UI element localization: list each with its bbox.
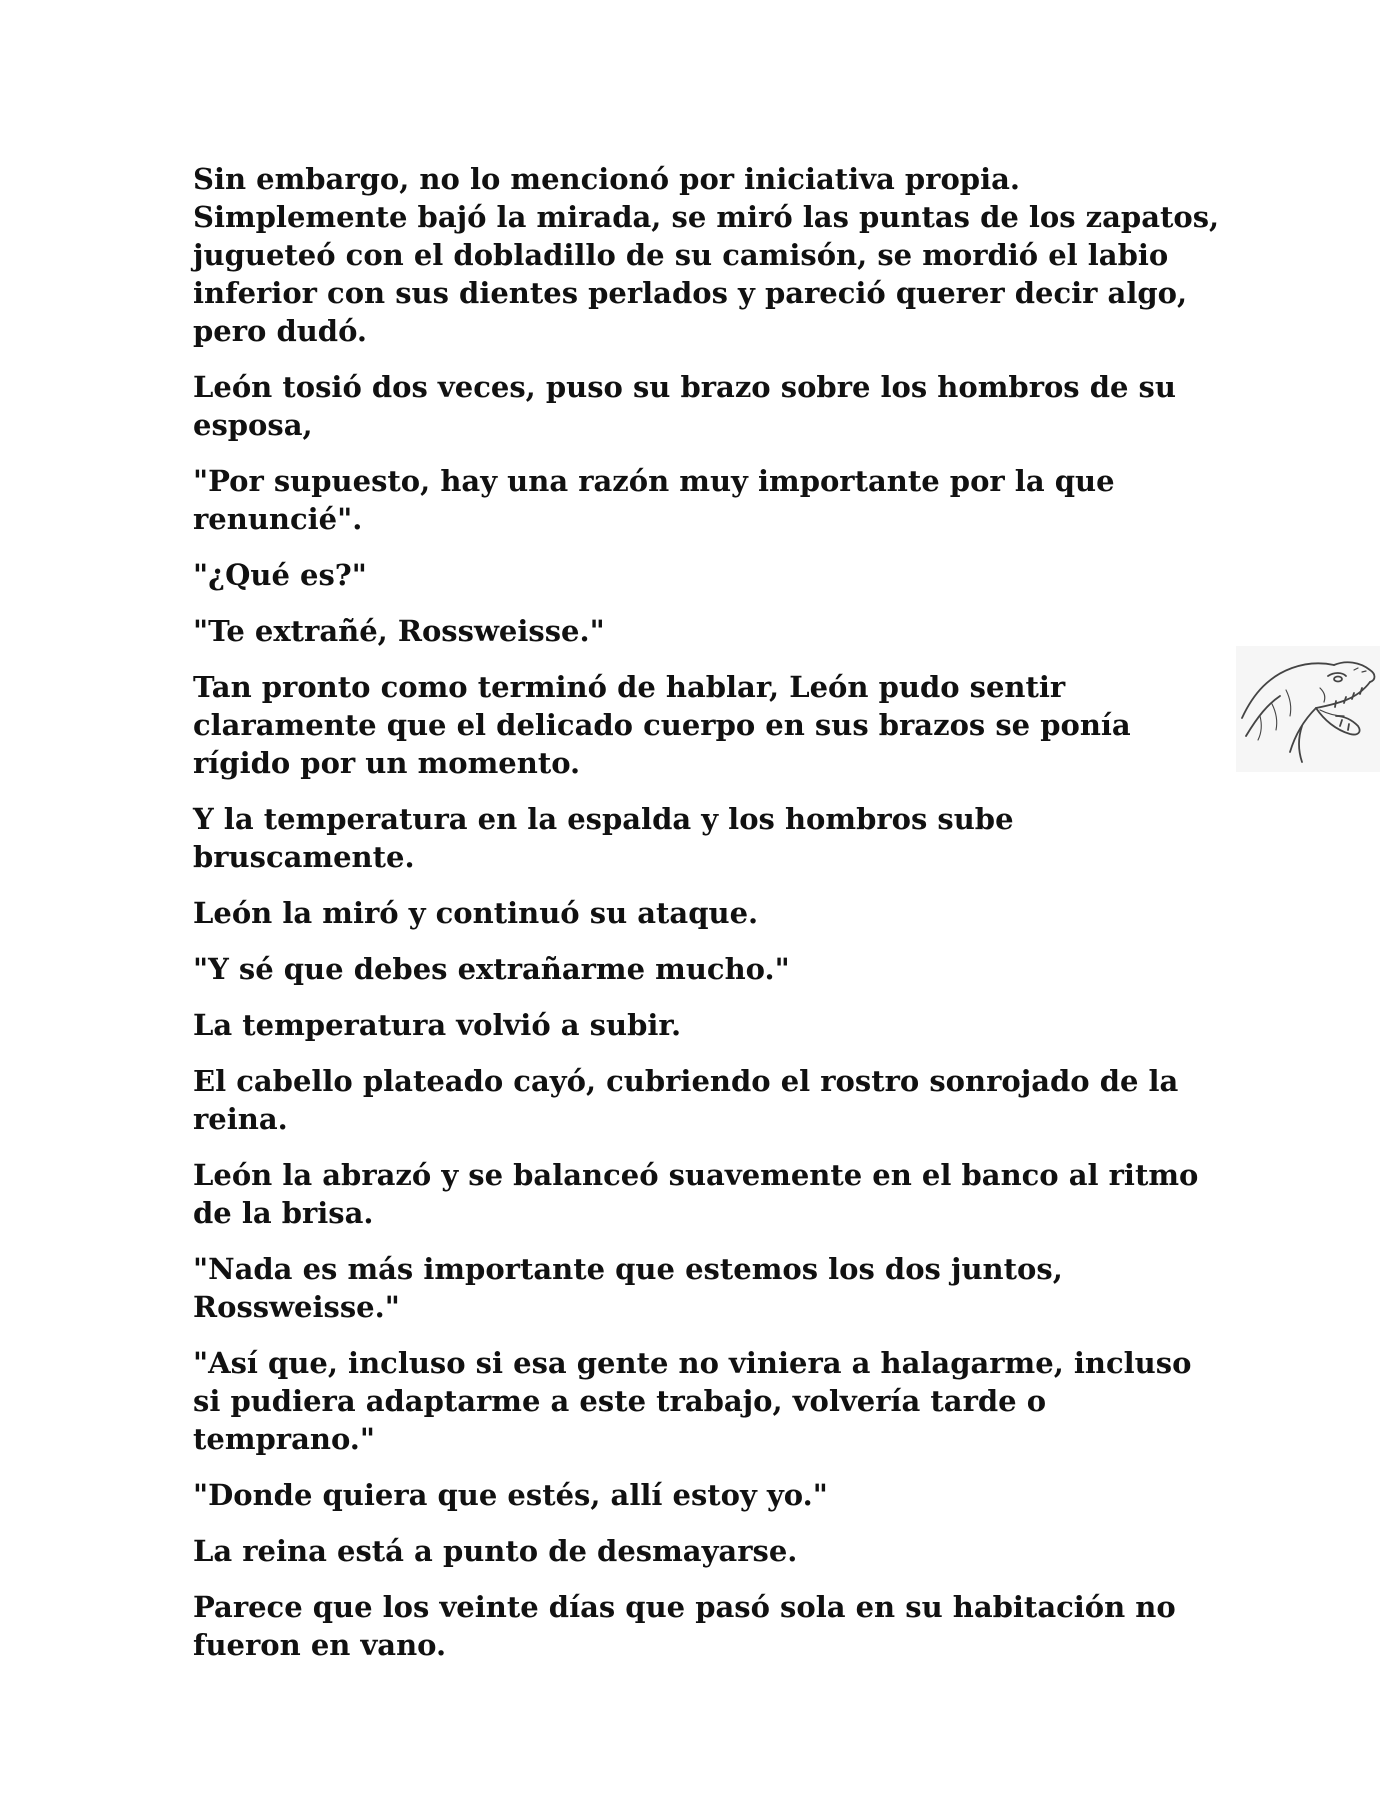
paragraph: León la miró y continuó su ataque. — [193, 896, 759, 930]
document-body — [193, 160, 1223, 1682]
paragraph: La reina está a punto de desmayarse. — [193, 1534, 798, 1568]
paragraph: "Por supuesto, hay una razón muy importante por la que renuncié". — [193, 464, 1115, 536]
paragraph: "Nada es más importante que estemos los dos juntos, Rossweisse." — [193, 1252, 1063, 1324]
paragraph: Tan pronto como terminó de hablar, León pudo sentir claramente que el delicado cuerpo en sus brazos se ponía rígido por un momento. — [193, 670, 1131, 780]
dinosaur-sketch-icon — [1236, 646, 1380, 772]
paragraph: Y la temperatura en la espalda y los hombros sube bruscamente. — [193, 802, 1014, 874]
paragraph: Parece que los veinte días que pasó sola en su habitación no fueron en vano. — [193, 1590, 1176, 1662]
paragraph: León tosió dos veces, puso su brazo sobre los hombros de su esposa, — [193, 370, 1176, 442]
paragraph: "Te extrañé, Rossweisse." — [193, 614, 605, 648]
paragraph: León la abrazó y se balanceó suavemente en el banco al ritmo de la brisa. — [193, 1158, 1199, 1230]
paragraph: "Donde quiera que estés, allí estoy yo." — [193, 1478, 828, 1512]
paragraph: Sin embargo, no lo mencionó por iniciativa propia. Simplemente bajó la mirada, se miró las puntas de los zapatos, jugueteó con el dobladillo de su camisón, se mordió el labio inferior con sus dientes perlados y pareció querer decir algo, pero dudó. — [193, 162, 1220, 348]
paragraph: "Y sé que debes extrañarme mucho." — [193, 952, 790, 986]
paragraph: "Así que, incluso si esa gente no viniera a halagarme, incluso si pudiera adaptarme a este trabajo, volvería tarde o temprano." — [193, 1346, 1192, 1456]
paragraph: La temperatura volvió a subir. — [193, 1008, 682, 1042]
paragraph: El cabello plateado cayó, cubriendo el rostro sonrojado de la reina. — [193, 1064, 1179, 1136]
paragraph: "¿Qué es?" — [193, 558, 367, 592]
